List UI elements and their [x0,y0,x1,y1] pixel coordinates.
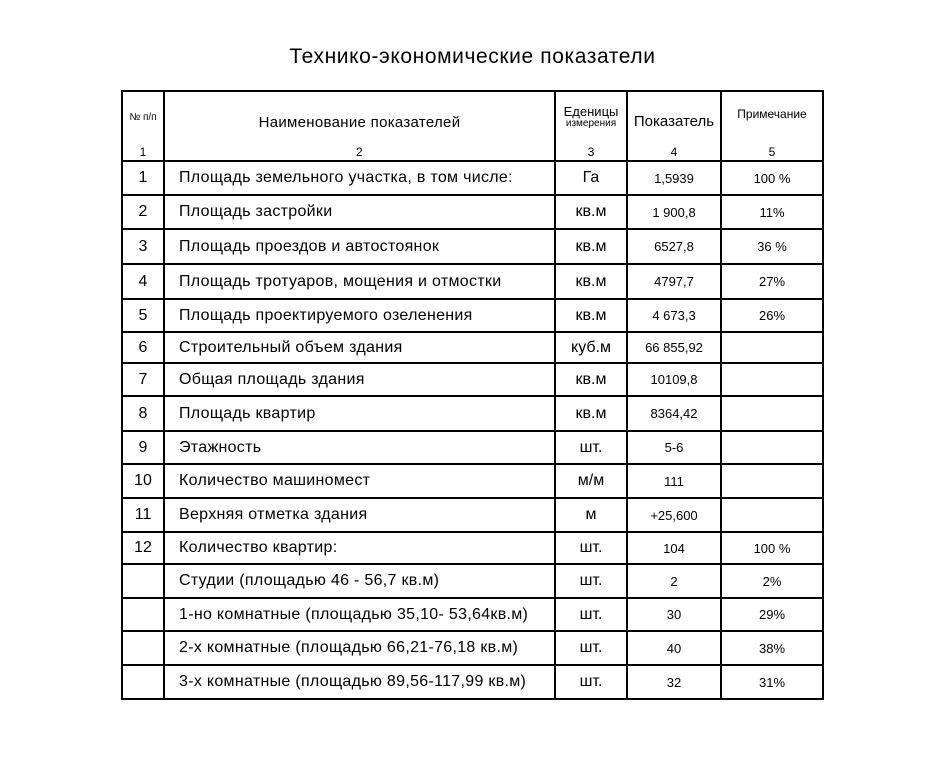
unit: шт. [554,632,626,664]
row-number: 8 [138,404,148,422]
unit: кв.м [554,397,626,430]
note: 27% [720,265,822,298]
indicator-name: Площадь проектируемого озеленения [163,300,554,331]
note [720,333,822,362]
unit: Га [554,162,626,194]
row-number [123,632,163,664]
column-number: 1 [139,145,147,159]
note [720,432,822,463]
indicator-value: 4797,7 [626,265,720,298]
unit: кв.м [554,230,626,263]
header-unit-line1: Еденицы [563,103,619,119]
indicator-name: Площадь тротуаров, мощения и отмостки [163,265,554,298]
header-name: Наименование показателей [163,92,554,142]
indicator-name: 3-х комнатные (площадью 89,56-117,99 кв.м) [163,666,554,698]
header-note: Примечание [720,92,822,142]
column-numbers-row [123,142,822,160]
column-number: 4 [626,142,720,160]
table-row [123,331,822,362]
indicator-name: Площадь квартир [163,397,554,430]
indicator-name: Площадь застройки [163,196,554,228]
page-title: Технико-экономические показатели [289,45,656,68]
row-number: 6 [138,338,148,356]
indicator-name: Количество машиномест [163,465,554,497]
table-row [123,531,822,563]
unit: кв.м [554,364,626,395]
note: 36 % [720,230,822,263]
row-number: 3 [138,237,148,255]
indicator-name: Строительный объем здания [163,333,554,362]
note: 26% [720,300,822,331]
indicator-name: Верхняя отметка здания [163,499,554,531]
unit: м [554,499,626,531]
column-number: 5 [720,142,822,160]
indicator-value: 10109,8 [626,364,720,395]
indicator-value: 40 [626,632,720,664]
row-number: 7 [138,370,148,388]
table-row [123,430,822,463]
row-number [123,565,163,597]
indicator-value: 30 [626,599,720,630]
note: 38% [720,632,822,664]
table-row [123,298,822,331]
note: 11% [720,196,822,228]
note [720,499,822,531]
column-number: 2 [163,142,554,160]
indicator-value: 6527,8 [626,230,720,263]
note: 31% [720,666,822,698]
header-unit [554,92,626,142]
indicator-name: Площадь проездов и автостоянок [163,230,554,263]
table-row [123,463,822,497]
unit: шт. [554,533,626,563]
note: 2% [720,565,822,597]
unit: шт. [554,432,626,463]
table-row [123,263,822,298]
row-number: 4 [138,272,148,290]
row-number: 9 [138,438,148,456]
unit: кв.м [554,196,626,228]
indicator-value: 104 [626,533,720,563]
row-number: 12 [134,539,152,556]
table-row [123,630,822,664]
row-number: 5 [138,306,148,324]
table-row [123,664,822,698]
row-number [123,666,163,698]
unit: куб.м [554,333,626,362]
unit: шт. [554,565,626,597]
unit: шт. [554,666,626,698]
table-row [123,160,822,194]
column-number: 3 [554,142,626,160]
indicator-name: Общая площадь здания [163,364,554,395]
unit: шт. [554,599,626,630]
header-value: Показатель [626,92,720,142]
table-row [123,597,822,630]
table-row [123,497,822,531]
indicator-name: Количество квартир: [163,533,554,563]
table-body [123,160,822,698]
indicators-table [121,90,824,700]
note: 29% [720,599,822,630]
indicator-name: 1-но комнатные (площадью 35,10- 53,64кв.м) [163,599,554,630]
header-unit-line2: измерения [565,117,617,129]
table-row [123,563,822,597]
row-number: 11 [134,506,152,523]
unit: кв.м [554,300,626,331]
unit: м/м [554,465,626,497]
indicator-value: 5-6 [626,432,720,463]
row-number: 1 [138,169,148,186]
indicator-value: +25,600 [626,499,720,531]
table-row [123,395,822,430]
unit: кв.м [554,265,626,298]
table-row [123,194,822,228]
indicator-name: Этажность [163,432,554,463]
indicator-name: 2-х комнатные (площадью 66,21-76,18 кв.м) [163,632,554,664]
indicator-name: Площадь земельного участка, в том числе: [163,162,554,194]
row-number: 2 [138,203,148,220]
indicator-value: 8364,42 [626,397,720,430]
table-row [123,228,822,263]
indicator-value: 1,5939 [626,162,720,194]
note [720,465,822,497]
indicator-value: 2 [626,565,720,597]
indicator-value: 32 [626,666,720,698]
indicator-value: 111 [626,465,720,497]
note: 100 % [720,162,822,194]
indicator-value: 1 900,8 [626,196,720,228]
row-number: 10 [134,472,152,489]
table-row [123,362,822,395]
indicator-value: 4 673,3 [626,300,720,331]
note: 100 % [720,533,822,563]
row-number [123,599,163,630]
indicator-name: Студии (площадью 46 - 56,7 кв.м) [163,565,554,597]
note [720,397,822,430]
indicator-value: 66 855,92 [626,333,720,362]
note [720,364,822,395]
table-header-row [123,92,822,142]
header-num: № п/п [129,111,157,123]
